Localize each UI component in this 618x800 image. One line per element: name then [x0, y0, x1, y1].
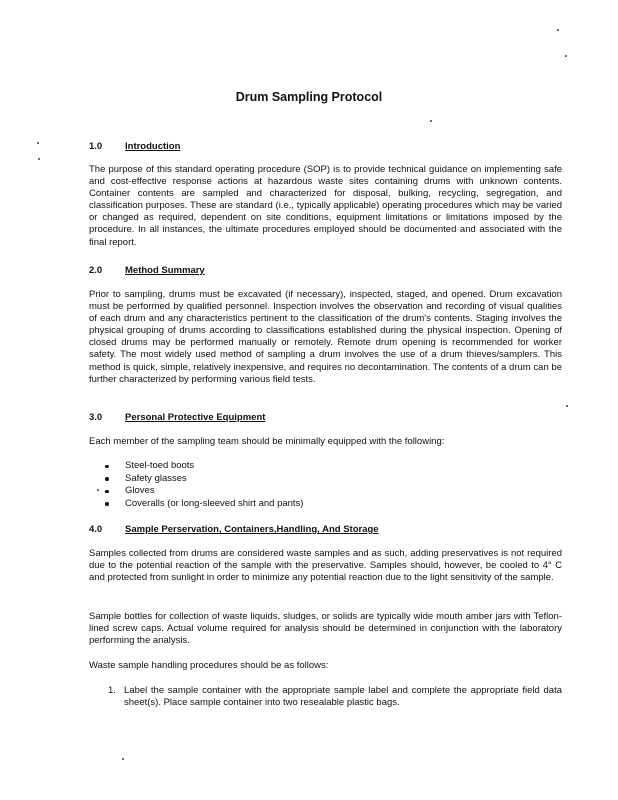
section-title: Personal Protective Equipment	[125, 412, 266, 423]
scan-speck	[430, 120, 432, 122]
section-4-paragraph-3: Waste sample handling procedures should be as follows:	[89, 660, 329, 671]
section-3-heading	[89, 412, 265, 423]
list-item: Coveralls (or long-sleeved shirt and pants)	[105, 498, 303, 511]
section-1-paragraph: The purpose of this standard operating procedure (SOP) is to provide technical guidance on implementing safe and cost-effective response actions at hazardous waste sites containing drums with unknown contents. Container contents are sampled and characterized for disposal, bulking, recycling, segregation, and classification purposes. These are standard (i.e., typically applicable) operating procedures which may be varied or changed as required, dependent on site conditions, equipment limitations or limitations imposed by the procedure. In all instances, the ultimate procedures employed should be documented and associated with the final report.	[89, 164, 562, 248]
step-text: Label the sample container with the appropriate sample label and complete the appropriate field data sheet(s). Place sample container into two resealable plastic bags.	[124, 685, 562, 709]
step-number: 1.	[108, 685, 116, 696]
section-number: 4.0	[89, 524, 103, 535]
list-item: Safety glasses	[105, 473, 303, 486]
section-4-paragraph-2: Sample bottles for collection of waste liquids, sludges, or solids are typically wide mouth amber jars with Teflon-lined screw caps. Actual volume required for analysis should be determined in conjunction with the laboratory performing the analysis.	[89, 611, 562, 647]
scan-speck	[97, 489, 99, 491]
section-title: Introduction	[125, 141, 181, 152]
list-item: Gloves	[105, 485, 303, 498]
section-title: Method Summary	[125, 265, 205, 276]
list-item	[108, 685, 562, 709]
section-number: 1.0	[89, 141, 103, 152]
section-title: Sample Perservation, Containers,Handling, And Storage	[125, 524, 379, 535]
scan-speck	[38, 158, 40, 160]
scan-speck	[557, 29, 559, 31]
document-title: Drum Sampling Protocol	[235, 90, 383, 104]
handling-steps-list	[108, 685, 562, 709]
scan-speck	[122, 758, 124, 760]
section-4-paragraph-1: Samples collected from drums are considered waste samples and as such, adding preservatives is not required due to the potential reaction of the sample with the preservative. Samples should, however, be cooled to 4° C and protected from sunlight in order to minimize any potential reaction due to the light sensitivity of the sample.	[89, 548, 562, 584]
section-2-paragraph: Prior to sampling, drums must be excavated (if necessary), inspected, staged, and opened. Drum excavation must be performed by qualified personnel. Inspection involves the observation and recording of visual qualities of each drum and any characteristics pertinent to the classification of the drum's contents. Staging involves the physical grouping of drums according to classifications established during the physical inspection. Opening of closed drums may be performed manually or remotely. Remote drum opening is recommended for worker safety. The most widely used method of sampling a drum involves the use of a drum thieves/samplers. This method is quick, simple, relatively inexpensive, and requires no decontamination. The contents of a drum can be further characterized by performing various field tests.	[89, 289, 562, 385]
scan-speck	[37, 142, 39, 144]
ppe-bullet-list	[105, 460, 303, 510]
scan-speck	[565, 55, 567, 57]
scan-speck	[566, 405, 568, 407]
list-item: Steel-toed boots	[105, 460, 303, 473]
section-4-heading	[89, 524, 379, 535]
section-1-heading	[89, 141, 180, 152]
section-3-paragraph: Each member of the sampling team should be minimally equipped with the following:	[89, 436, 445, 447]
section-number: 2.0	[89, 265, 103, 276]
section-number: 3.0	[89, 412, 103, 423]
section-2-heading	[89, 265, 205, 276]
